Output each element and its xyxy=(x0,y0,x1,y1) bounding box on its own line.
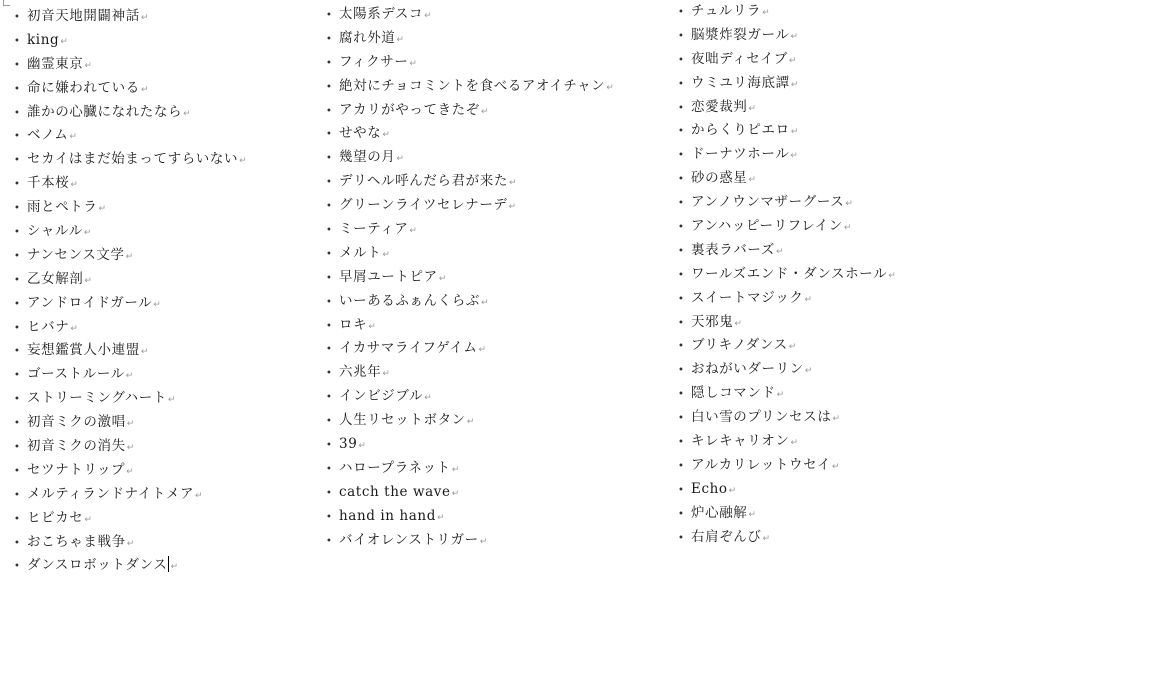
list-item[interactable] xyxy=(678,215,896,239)
list-item[interactable] xyxy=(678,0,896,24)
paragraph-mark-icon: ↵ xyxy=(788,55,797,66)
paragraph-mark-icon: ↵ xyxy=(125,251,134,262)
list-item-text[interactable]: 初音天地開闢神話 xyxy=(27,8,140,24)
list-item[interactable] xyxy=(14,124,247,148)
list-item-text[interactable]: おこちゃま戦争 xyxy=(27,533,126,550)
list-item[interactable] xyxy=(14,244,247,268)
bullet-icon: • xyxy=(14,83,21,95)
bullet-icon: • xyxy=(678,78,685,90)
list-item[interactable] xyxy=(678,454,896,478)
list-item-text[interactable]: からくりピエロ xyxy=(691,122,790,139)
list-item[interactable] xyxy=(326,51,614,75)
list-item-text[interactable]: ストリーミングハート xyxy=(27,390,167,407)
list-item[interactable] xyxy=(326,122,614,146)
paragraph-mark-icon: ↵ xyxy=(788,342,797,353)
list-item-text[interactable]: 炉心融解 xyxy=(691,504,748,521)
bullet-icon: • xyxy=(14,346,21,358)
bullet-icon: • xyxy=(326,129,333,141)
list-item-text[interactable]: 雨とペトラ xyxy=(27,199,98,216)
list-item[interactable] xyxy=(678,167,896,191)
bullet-icon: • xyxy=(14,418,21,430)
paragraph-mark-icon: ↵ xyxy=(888,270,897,281)
paragraph-mark-icon: ↵ xyxy=(153,299,162,310)
bullet-icon: • xyxy=(14,298,21,310)
paragraph-mark-icon: ↵ xyxy=(69,132,78,143)
bullet-icon: • xyxy=(14,370,21,382)
list-item[interactable] xyxy=(678,406,896,430)
list-item[interactable] xyxy=(14,268,247,292)
list-item-text[interactable]: いーあるふぁんくらぶ xyxy=(339,292,480,309)
list-item-text[interactable]: Echo xyxy=(691,480,728,497)
paragraph-mark-icon: ↵ xyxy=(183,108,192,119)
list-item[interactable] xyxy=(326,337,614,361)
list-item[interactable] xyxy=(678,143,896,167)
paragraph-mark-icon: ↵ xyxy=(843,223,853,234)
paragraph-mark-icon: ↵ xyxy=(748,175,757,186)
bullet-icon: • xyxy=(326,416,333,428)
bullet-icon: • xyxy=(678,484,685,496)
paragraph-mark-icon: ↵ xyxy=(451,488,460,499)
list-item-text[interactable]: デリヘル呼んだら君が来た xyxy=(339,173,508,190)
bullet-icon: • xyxy=(326,272,333,284)
bullet-icon: • xyxy=(678,437,685,449)
bullet-icon: • xyxy=(14,274,21,286)
list-item[interactable] xyxy=(326,457,614,481)
bullet-icon: • xyxy=(326,463,333,475)
list-item[interactable] xyxy=(14,507,247,531)
bullet-icon: • xyxy=(14,537,21,549)
bullet-icon: • xyxy=(14,561,21,573)
list-item[interactable] xyxy=(14,172,247,196)
paragraph-mark-icon: ↵ xyxy=(804,294,813,305)
list-item[interactable] xyxy=(326,290,614,314)
song-list-column-1 xyxy=(14,5,247,578)
bullet-icon: • xyxy=(326,57,333,69)
list-item[interactable] xyxy=(14,387,247,411)
list-item-text[interactable]: セカイはまだ始まってすらいない xyxy=(27,151,239,168)
bullet-icon: • xyxy=(14,250,21,262)
list-item-text[interactable]: 隠しコマンド xyxy=(691,385,776,402)
paragraph-mark-icon: ↵ xyxy=(126,443,135,454)
bullet-icon: • xyxy=(326,10,333,21)
bullet-icon: • xyxy=(14,155,21,167)
list-item[interactable] xyxy=(326,218,614,242)
list-item[interactable] xyxy=(14,411,247,435)
bullet-icon: • xyxy=(326,440,333,452)
bullet-icon: • xyxy=(326,248,333,260)
bullet-icon: • xyxy=(678,532,685,544)
paragraph-mark-icon: ↵ xyxy=(776,390,785,401)
list-item-text[interactable]: 裏表ラバーズ xyxy=(691,241,775,258)
paragraph-mark-icon: ↵ xyxy=(396,34,405,45)
bullet-icon: • xyxy=(678,150,685,162)
bullet-icon: • xyxy=(326,344,333,356)
paragraph-mark-icon: ↵ xyxy=(126,466,135,477)
list-item[interactable] xyxy=(14,292,247,316)
list-item[interactable] xyxy=(326,99,614,123)
list-item-text[interactable]: ゴーストルール xyxy=(27,366,125,383)
bullet-icon: • xyxy=(14,394,21,406)
list-item-text[interactable]: アンハッピーリフレイン xyxy=(691,218,843,235)
list-item[interactable] xyxy=(678,502,896,526)
bullet-icon: • xyxy=(326,177,333,189)
list-item-text[interactable]: 乙女解剖 xyxy=(27,270,84,287)
list-item[interactable] xyxy=(326,266,614,290)
list-item-text[interactable]: ベノム xyxy=(27,127,69,144)
paragraph-mark-icon: ↵ xyxy=(140,84,149,95)
list-item[interactable] xyxy=(14,29,247,53)
song-list-column-3 xyxy=(678,0,896,549)
bullet-icon: • xyxy=(14,465,21,477)
paragraph-mark-icon: ↵ xyxy=(845,199,854,210)
list-item-text[interactable]: 六兆年 xyxy=(339,364,382,381)
list-item-text[interactable]: アカリがやってきたぞ xyxy=(339,101,480,118)
list-item[interactable] xyxy=(678,358,896,382)
list-item-text[interactable]: ナンセンス文学 xyxy=(27,246,125,263)
list-item[interactable] xyxy=(14,531,247,555)
paragraph-mark-icon: ↵ xyxy=(239,156,248,167)
list-item[interactable] xyxy=(14,148,247,172)
list-item-text[interactable]: バイオレンストリガー xyxy=(339,531,479,548)
paragraph-mark-icon: ↵ xyxy=(382,369,391,380)
list-item[interactable] xyxy=(14,363,247,387)
list-item[interactable] xyxy=(326,505,614,529)
list-item-text[interactable]: ミーティア xyxy=(339,221,409,238)
list-item-text[interactable]: 初音ミクの消失 xyxy=(27,438,126,455)
bullet-icon: • xyxy=(678,460,685,472)
list-item[interactable] xyxy=(678,96,896,120)
list-item-text[interactable]: 腐れ外道 xyxy=(339,29,396,46)
list-item[interactable] xyxy=(14,459,247,483)
list-item[interactable] xyxy=(326,75,614,99)
bullet-icon: • xyxy=(326,81,333,93)
bullet-icon: • xyxy=(14,131,21,143)
list-item-text[interactable]: シャルル xyxy=(27,223,83,240)
bullet-icon: • xyxy=(678,126,685,138)
list-item[interactable] xyxy=(678,191,896,215)
list-item-text[interactable]: 幾望の月 xyxy=(339,149,396,166)
paragraph-mark-icon: ↵ xyxy=(790,151,799,162)
list-item[interactable] xyxy=(14,435,247,459)
paragraph-mark-icon: ↵ xyxy=(832,414,841,425)
list-item-text[interactable]: 早屑ユートピア xyxy=(339,268,438,285)
list-item[interactable] xyxy=(14,196,247,220)
list-item[interactable] xyxy=(326,481,614,505)
bullet-icon: • xyxy=(326,201,333,213)
list-item[interactable] xyxy=(326,170,614,194)
bullet-icon: • xyxy=(14,513,21,525)
list-item-text[interactable]: アルカリレットウセイ xyxy=(691,456,831,473)
paragraph-mark-icon: ↵ xyxy=(790,79,799,90)
list-item[interactable] xyxy=(14,77,247,101)
bullet-icon: • xyxy=(326,511,333,523)
paragraph-mark-icon: ↵ xyxy=(140,13,149,23)
bullet-icon: • xyxy=(14,203,21,215)
bullet-icon: • xyxy=(326,105,333,117)
list-item[interactable] xyxy=(14,5,247,29)
list-item-text[interactable]: イカサマライフゲイム xyxy=(339,340,478,357)
paragraph-mark-icon: ↵ xyxy=(358,441,367,452)
list-item[interactable] xyxy=(678,311,896,335)
paragraph-mark-icon: ↵ xyxy=(424,393,433,404)
list-item-text[interactable]: 右肩ぞんび xyxy=(691,528,762,545)
paragraph-mark-icon: ↵ xyxy=(438,273,447,284)
list-item-text[interactable]: 脳漿炸裂ガール xyxy=(691,26,790,43)
paragraph-mark-icon: ↵ xyxy=(84,60,93,71)
bullet-icon: • xyxy=(678,341,685,353)
list-item[interactable] xyxy=(678,334,896,358)
list-item-text[interactable]: メルティランドナイトメア xyxy=(27,485,195,502)
paragraph-mark-icon: ↵ xyxy=(126,538,135,549)
list-item-text[interactable]: ロキ xyxy=(339,316,368,333)
bullet-icon: • xyxy=(326,487,333,499)
bullet-icon: • xyxy=(678,317,685,329)
bullet-icon: • xyxy=(326,153,333,165)
list-item[interactable] xyxy=(678,119,896,143)
list-item[interactable] xyxy=(678,287,896,311)
list-item[interactable] xyxy=(14,316,247,340)
paragraph-mark-icon: ↵ xyxy=(479,536,488,547)
paragraph-mark-icon: ↵ xyxy=(382,249,391,260)
list-item-text[interactable]: 妄想鑑賞人小連盟 xyxy=(27,342,140,359)
paragraph-mark-icon: ↵ xyxy=(140,347,149,358)
song-list-column-2 xyxy=(326,3,614,552)
bullet-icon: • xyxy=(14,59,21,71)
list-item-text[interactable]: ブリキノダンス xyxy=(691,337,788,354)
list-item[interactable] xyxy=(14,53,247,77)
bullet-icon: • xyxy=(326,368,333,380)
list-item-text[interactable]: スイートマジック xyxy=(691,289,804,306)
bullet-icon: • xyxy=(14,35,21,47)
bullet-icon: • xyxy=(678,7,685,18)
paragraph-mark-icon: ↵ xyxy=(748,103,757,114)
list-item-text[interactable]: グリーンライツセレナーデ xyxy=(339,197,508,214)
paragraph-mark-icon: ↵ xyxy=(60,36,69,47)
bullet-icon: • xyxy=(14,179,21,191)
paragraph-mark-icon: ↵ xyxy=(126,419,135,430)
paragraph-mark-icon: ↵ xyxy=(424,11,433,21)
list-item[interactable] xyxy=(326,385,614,409)
list-item-text[interactable]: メルト xyxy=(339,244,382,261)
list-item-text[interactable]: アンノウンマザーグース xyxy=(691,194,845,211)
bullet-icon: • xyxy=(678,245,685,257)
list-item-text[interactable]: 39 xyxy=(339,436,358,453)
list-item[interactable] xyxy=(14,483,247,507)
bullet-icon: • xyxy=(326,392,333,404)
list-item[interactable] xyxy=(326,361,614,385)
bullet-icon: • xyxy=(678,174,685,186)
list-item[interactable] xyxy=(326,314,614,338)
list-item[interactable] xyxy=(14,220,247,244)
paragraph-mark-icon: ↵ xyxy=(790,31,799,42)
paragraph-mark-icon: ↵ xyxy=(762,533,771,544)
list-item-text[interactable]: インビジブル xyxy=(339,388,424,405)
list-item[interactable] xyxy=(326,529,614,553)
paragraph-mark-icon: ↵ xyxy=(508,202,517,213)
list-item[interactable] xyxy=(326,242,614,266)
list-item[interactable] xyxy=(326,146,614,170)
paragraph-mark-icon: ↵ xyxy=(83,228,92,239)
list-item-text[interactable]: 初音ミクの激唱 xyxy=(27,414,126,431)
list-item-text[interactable]: catch the wave xyxy=(339,483,451,500)
list-item-text[interactable]: 命に嫌われている xyxy=(27,79,140,96)
paragraph-mark-icon: ↵ xyxy=(409,58,418,69)
paragraph-mark-icon: ↵ xyxy=(748,509,757,520)
list-item-text[interactable]: キレキャリオン xyxy=(691,433,790,450)
paragraph-mark-icon: ↵ xyxy=(790,438,799,449)
bullet-icon: • xyxy=(678,222,685,234)
list-item-text[interactable]: ウミユリ海底譚 xyxy=(691,74,790,91)
list-item-text[interactable]: 砂の惑星 xyxy=(691,170,748,187)
paragraph-mark-icon: ↵ xyxy=(734,318,743,329)
bullet-icon: • xyxy=(326,225,333,237)
list-item-text[interactable]: hand in hand xyxy=(339,507,436,524)
bullet-icon: • xyxy=(678,102,685,114)
list-item[interactable] xyxy=(326,3,614,27)
list-item-text[interactable]: 太陽系デスコ xyxy=(339,6,424,22)
paragraph-mark-icon: ↵ xyxy=(775,246,785,257)
list-item-text[interactable]: アンドロイドガール xyxy=(27,294,153,311)
list-item-text[interactable]: ヒバナ xyxy=(27,318,70,335)
list-item[interactable] xyxy=(14,339,247,363)
list-item-text[interactable]: 誰かの心臓になれたなら xyxy=(27,103,183,120)
list-item-text[interactable]: king xyxy=(27,31,60,48)
paragraph-mark-icon: ↵ xyxy=(84,514,93,525)
paragraph-mark-icon: ↵ xyxy=(195,490,204,501)
list-item-text[interactable]: 絶対にチョコミントを食べるアオイチャン xyxy=(339,77,606,94)
list-item[interactable] xyxy=(678,382,896,406)
list-item[interactable] xyxy=(678,239,896,263)
bullet-icon: • xyxy=(14,12,21,23)
list-item[interactable] xyxy=(678,478,896,502)
list-item[interactable] xyxy=(678,263,896,287)
paragraph-mark-icon: ↵ xyxy=(409,226,418,237)
paragraph-mark-icon: ↵ xyxy=(728,485,737,496)
paragraph-mark-icon: ↵ xyxy=(481,297,490,308)
list-item-text[interactable]: ドーナツホール xyxy=(691,146,790,163)
list-item-text[interactable]: ハロープラネット xyxy=(339,459,451,476)
list-item-text[interactable]: 白い雪のプリンセスは xyxy=(691,409,832,426)
list-item[interactable] xyxy=(326,433,614,457)
list-item-text[interactable]: セツナトリップ xyxy=(27,461,126,478)
list-item[interactable] xyxy=(326,409,614,433)
bullet-icon: • xyxy=(14,107,21,119)
paragraph-mark-icon: ↵ xyxy=(170,562,179,573)
page-corner-mark xyxy=(3,0,10,6)
list-item-text[interactable]: せやな xyxy=(339,125,382,142)
paragraph-mark-icon: ↵ xyxy=(368,321,377,332)
paragraph-mark-icon: ↵ xyxy=(831,461,841,472)
list-item[interactable] xyxy=(14,101,247,125)
list-item-text[interactable]: フィクサー xyxy=(339,53,409,70)
paragraph-mark-icon: ↵ xyxy=(790,127,799,138)
paragraph-mark-icon: ↵ xyxy=(466,417,475,428)
list-item-text[interactable]: チュルリラ xyxy=(691,3,762,19)
bullet-icon: • xyxy=(678,389,685,401)
list-item-text[interactable]: 夜咄ディセイブ xyxy=(691,50,788,67)
list-item-text[interactable]: ワールズエンド・ダンスホール xyxy=(691,265,888,282)
paragraph-mark-icon: ↵ xyxy=(606,82,615,93)
paragraph-mark-icon: ↵ xyxy=(480,106,490,117)
paragraph-mark-icon: ↵ xyxy=(84,275,93,286)
bullet-icon: • xyxy=(678,30,685,42)
bullet-icon: • xyxy=(678,413,685,425)
list-item-text[interactable]: ダンスロボットダンス xyxy=(27,557,168,574)
list-item[interactable] xyxy=(678,430,896,454)
paragraph-mark-icon: ↵ xyxy=(396,154,405,165)
bullet-icon: • xyxy=(678,198,685,210)
paragraph-mark-icon: ↵ xyxy=(382,130,391,141)
bullet-icon: • xyxy=(14,442,21,454)
bullet-icon: • xyxy=(678,54,685,66)
paragraph-mark-icon: ↵ xyxy=(804,366,813,377)
list-item-text[interactable]: 恋愛裁判 xyxy=(691,98,748,115)
bullet-icon: • xyxy=(326,296,333,308)
bullet-icon: • xyxy=(678,365,685,377)
paragraph-mark-icon: ↵ xyxy=(125,371,134,382)
list-item[interactable] xyxy=(14,554,247,578)
paragraph-mark-icon: ↵ xyxy=(451,464,460,475)
list-item[interactable] xyxy=(678,72,896,96)
list-item-text[interactable]: ヒビカセ xyxy=(27,509,84,526)
paragraph-mark-icon: ↵ xyxy=(436,512,446,523)
text-cursor xyxy=(168,556,169,572)
list-item-text[interactable]: 天邪鬼 xyxy=(691,313,734,330)
bullet-icon: • xyxy=(326,535,333,547)
list-item[interactable] xyxy=(678,526,896,550)
list-item[interactable] xyxy=(678,48,896,72)
list-item[interactable] xyxy=(678,24,896,48)
bullet-icon: • xyxy=(14,227,21,239)
bullet-icon: • xyxy=(326,320,333,332)
bullet-icon: • xyxy=(326,33,333,45)
paragraph-mark-icon: ↵ xyxy=(98,204,107,215)
bullet-icon: • xyxy=(678,293,685,305)
paragraph-mark-icon: ↵ xyxy=(762,8,771,18)
list-item-text[interactable]: おねがいダーリン xyxy=(691,361,804,378)
list-item-text[interactable]: 人生リセットボタン xyxy=(339,412,466,429)
bullet-icon: • xyxy=(678,269,685,281)
list-item[interactable] xyxy=(326,27,614,51)
list-item-text[interactable]: 幽霊東京 xyxy=(27,55,84,72)
paragraph-mark-icon: ↵ xyxy=(508,178,518,189)
paragraph-mark-icon: ↵ xyxy=(70,180,79,191)
paragraph-mark-icon: ↵ xyxy=(167,395,177,406)
bullet-icon: • xyxy=(678,508,685,520)
list-item[interactable] xyxy=(326,194,614,218)
list-item-text[interactable]: 千本桜 xyxy=(27,175,70,192)
bullet-icon: • xyxy=(14,489,21,501)
paragraph-mark-icon: ↵ xyxy=(70,323,79,334)
bullet-icon: • xyxy=(14,322,21,334)
paragraph-mark-icon: ↵ xyxy=(478,345,487,356)
